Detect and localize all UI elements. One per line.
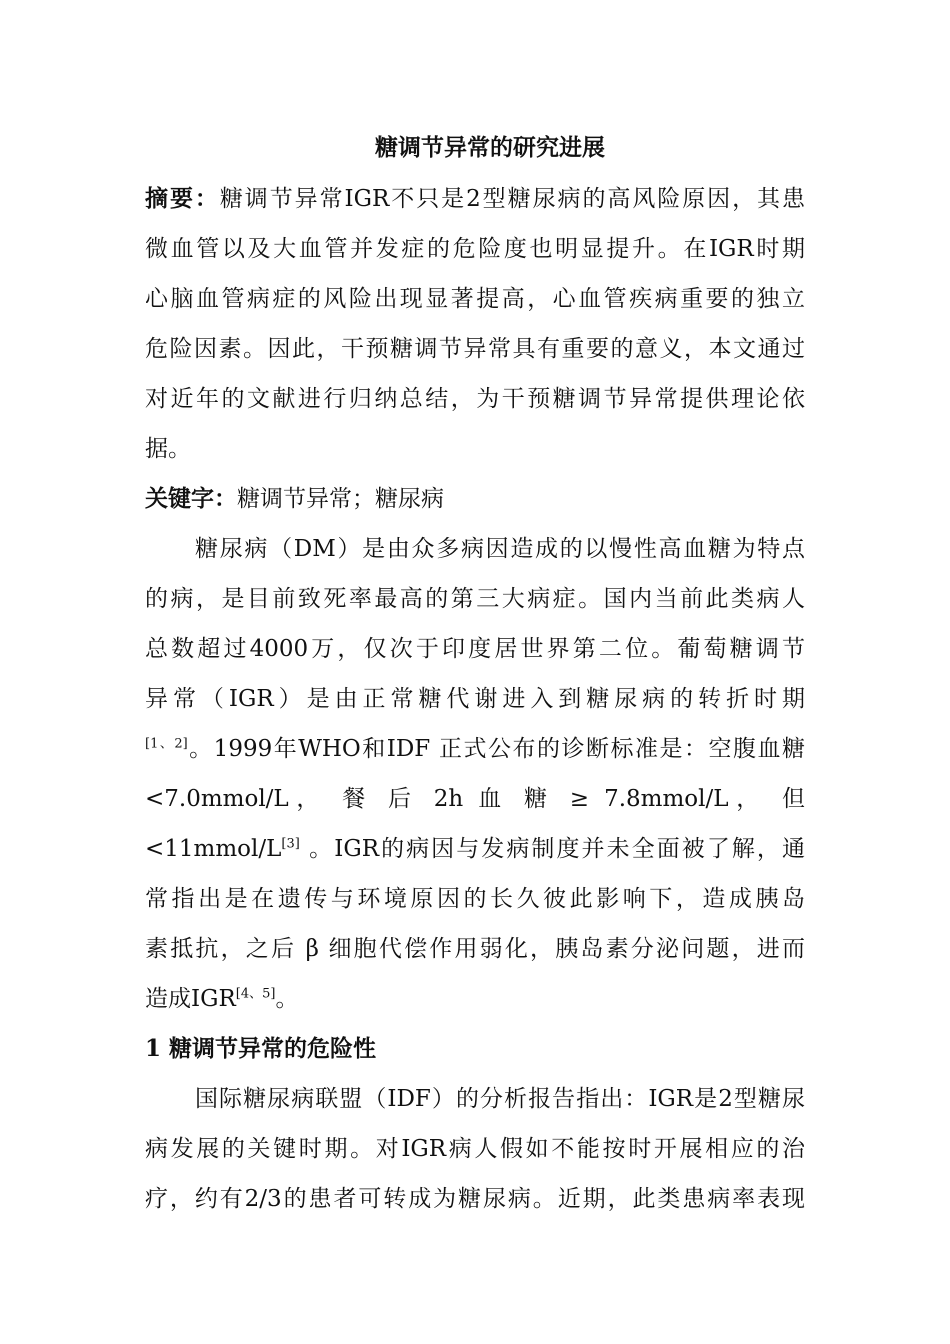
intro-line-4: 异常（IGR）是由正常糖代谢进入到糖尿病的转折时期 bbox=[145, 686, 805, 712]
intro-line-5 bbox=[145, 732, 805, 766]
abstract-line-3: 心脑血管病症的风险出现显著提高，心血管疾病重要的独立 bbox=[145, 286, 805, 312]
section-1-line-3: 疗，约有2/3的患者可转成为糖尿病。近期，此类患病率表现 bbox=[145, 1186, 805, 1212]
abstract-line-4: 危险因素。因此，干预糖调节异常具有重要的意义，本文通过 bbox=[145, 336, 805, 362]
intro-line-2: 的病，是目前致死率最高的第三大病症。国内当前此类病人 bbox=[145, 586, 805, 612]
section-1-heading: 1 糖调节异常的危险性 bbox=[145, 1035, 377, 1062]
intro-line-9: 素抵抗，之后 β 细胞代偿作用弱化，胰岛素分泌问题，进而 bbox=[145, 936, 805, 962]
document-title: 糖调节异常的研究进展 bbox=[375, 134, 605, 161]
intro-line-6: <7.0mmol/L， 餐 后 2h 血 糖 ≥ 7.8mmol/L， 但 bbox=[145, 786, 805, 812]
citation-4-5: [4、5] bbox=[235, 986, 276, 1002]
section-1-line-1: 国际糖尿病联盟（IDF）的分析报告指出：IGR是2型糖尿 bbox=[195, 1086, 805, 1112]
keywords-line bbox=[145, 482, 805, 516]
abstract-line-5: 对近年的文献进行归纳总结，为干预糖调节异常提供理论依 bbox=[145, 386, 805, 412]
abstract-label: 摘要： bbox=[145, 185, 220, 212]
intro-line-7 bbox=[145, 832, 805, 866]
intro-line-1: 糖尿病（DM）是由众多病因造成的以慢性高血糖为特点 bbox=[195, 536, 805, 562]
intro-line-10-post: 。 bbox=[275, 986, 299, 1012]
keywords-text: 糖调节异常；糖尿病 bbox=[237, 486, 444, 512]
intro-line-10 bbox=[145, 982, 805, 1016]
intro-line-10-pre: 造成IGR bbox=[145, 986, 236, 1012]
section-1-line-2: 病发展的关键时期。对IGR病人假如不能按时开展相应的治 bbox=[145, 1136, 805, 1162]
intro-line-3: 总数超过4000万，仅次于印度居世界第二位。葡萄糖调节 bbox=[145, 636, 805, 662]
intro-line-7-pre: <11mmol/L bbox=[145, 836, 282, 862]
citation-3: [3] bbox=[281, 836, 300, 852]
abstract-text: 糖调节异常IGR不只是2型糖尿病的高风险原因，其患 bbox=[219, 186, 806, 212]
abstract-line-6: 据。 bbox=[145, 436, 191, 462]
citation-1-2: [1、2] bbox=[145, 736, 188, 752]
intro-line-7-post: 。IGR的病因与发病制度并未全面被了解，通 bbox=[299, 836, 805, 862]
abstract-line-1 bbox=[145, 182, 805, 216]
intro-line-8: 常指出是在遗传与环境原因的长久彼此影响下，造成胰岛 bbox=[145, 886, 805, 912]
abstract-line-2: 微血管以及大血管并发症的危险度也明显提升。在IGR时期 bbox=[145, 236, 805, 262]
keywords-label: 关键字： bbox=[145, 485, 237, 512]
intro-line-5-text: 。1999年WHO和IDF 正式公布的诊断标准是：空腹血糖 bbox=[187, 736, 805, 762]
